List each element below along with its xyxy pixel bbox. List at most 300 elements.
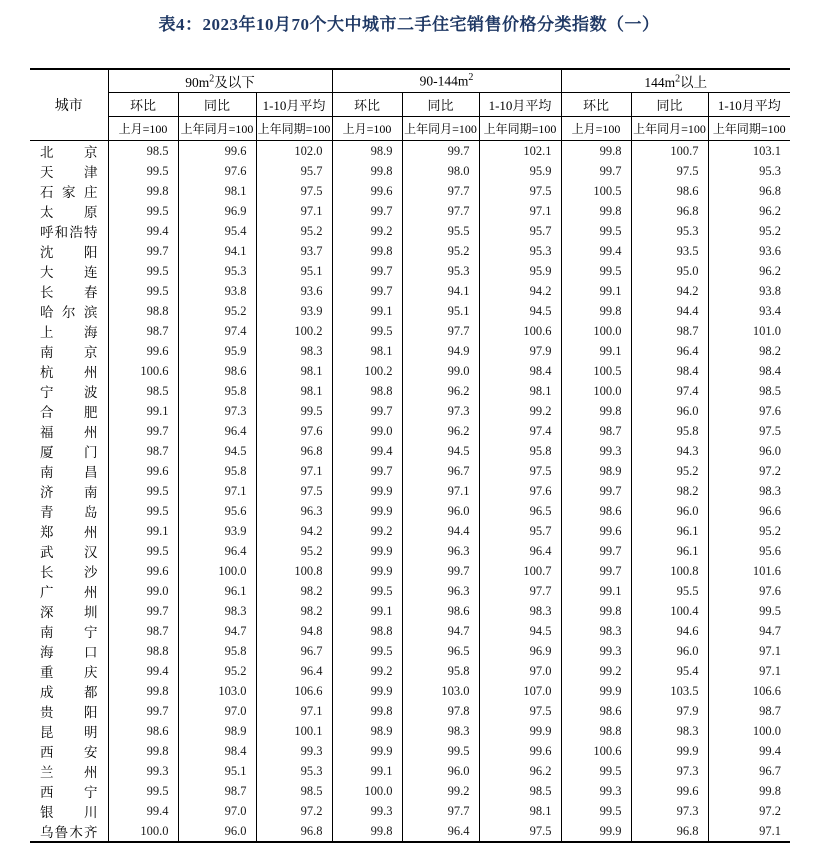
- value-cell: 98.3: [561, 621, 631, 641]
- value-cell: 97.1: [256, 461, 332, 481]
- value-cell: 97.9: [631, 701, 708, 721]
- value-cell: 99.1: [332, 761, 402, 781]
- value-cell: 99.4: [708, 741, 790, 761]
- value-cell: 100.7: [479, 561, 561, 581]
- city-name: 哈尔滨: [40, 305, 98, 320]
- value-cell: 94.5: [479, 621, 561, 641]
- city-name-cell: [30, 801, 108, 821]
- city-name: 福州: [40, 425, 98, 440]
- city-name: 深圳: [40, 605, 98, 620]
- value-cell: 99.4: [561, 241, 631, 261]
- city-name-cell: [30, 341, 108, 361]
- value-cell: 98.5: [108, 381, 178, 401]
- value-cell: 95.0: [631, 261, 708, 281]
- value-cell: 96.2: [708, 261, 790, 281]
- city-name-cell: [30, 601, 108, 621]
- value-cell: 94.7: [708, 621, 790, 641]
- value-cell: 99.6: [561, 521, 631, 541]
- value-cell: 95.8: [402, 661, 479, 681]
- table-row: [30, 441, 790, 461]
- value-cell: 95.3: [256, 761, 332, 781]
- value-cell: 98.4: [708, 361, 790, 381]
- measure-header: 1-10月平均: [708, 93, 790, 117]
- city-name-cell: [30, 321, 108, 341]
- value-cell: 93.8: [708, 281, 790, 301]
- city-name: 成都: [40, 685, 98, 700]
- value-cell: 96.3: [402, 581, 479, 601]
- value-cell: 95.6: [708, 541, 790, 561]
- value-cell: 95.2: [631, 461, 708, 481]
- table-row: [30, 201, 790, 221]
- city-name: 海口: [40, 645, 98, 660]
- value-cell: 94.1: [178, 241, 256, 261]
- value-cell: 99.9: [332, 561, 402, 581]
- value-cell: 99.2: [332, 661, 402, 681]
- value-cell: 93.6: [708, 241, 790, 261]
- value-cell: 99.7: [332, 261, 402, 281]
- value-cell: 99.8: [708, 781, 790, 801]
- value-cell: 99.9: [332, 741, 402, 761]
- table-row: [30, 801, 790, 821]
- value-cell: 106.6: [708, 681, 790, 701]
- value-cell: 99.8: [561, 601, 631, 621]
- value-cell: 96.1: [631, 541, 708, 561]
- value-cell: 99.6: [108, 461, 178, 481]
- value-cell: 99.2: [332, 221, 402, 241]
- table-row: [30, 321, 790, 341]
- value-cell: 99.1: [108, 521, 178, 541]
- value-cell: 97.6: [708, 581, 790, 601]
- value-cell: 99.8: [561, 401, 631, 421]
- value-cell: 99.4: [108, 661, 178, 681]
- value-cell: 100.5: [561, 181, 631, 201]
- value-cell: 99.9: [332, 541, 402, 561]
- value-cell: 96.4: [178, 541, 256, 561]
- group-label-suffix: 以上: [680, 75, 708, 90]
- value-cell: 98.0: [402, 161, 479, 181]
- value-cell: 97.0: [479, 661, 561, 681]
- measure-header: 环比: [332, 93, 402, 117]
- value-cell: 97.3: [178, 401, 256, 421]
- value-cell: 99.5: [108, 281, 178, 301]
- value-cell: 99.3: [256, 741, 332, 761]
- value-cell: 95.9: [178, 341, 256, 361]
- value-cell: 93.5: [631, 241, 708, 261]
- value-cell: 101.0: [708, 321, 790, 341]
- value-cell: 99.7: [402, 561, 479, 581]
- city-name-cell: [30, 761, 108, 781]
- table-row: [30, 421, 790, 441]
- base-period-header: 上年同月=100: [631, 117, 708, 141]
- value-cell: 99.8: [561, 141, 631, 162]
- value-cell: 99.8: [332, 701, 402, 721]
- table-row: [30, 701, 790, 721]
- value-cell: 95.7: [479, 221, 561, 241]
- value-cell: 96.8: [256, 821, 332, 842]
- value-cell: 95.4: [631, 661, 708, 681]
- value-cell: 98.1: [479, 801, 561, 821]
- group-label-superscript: 2: [468, 72, 474, 84]
- value-cell: 96.6: [708, 501, 790, 521]
- header-row-base: [30, 117, 790, 141]
- value-cell: 99.9: [332, 481, 402, 501]
- value-cell: 99.4: [332, 441, 402, 461]
- city-name: 合肥: [40, 405, 98, 420]
- base-period-header: 上年同期=100: [708, 117, 790, 141]
- value-cell: 99.9: [631, 741, 708, 761]
- value-cell: 101.6: [708, 561, 790, 581]
- city-name-cell: [30, 721, 108, 741]
- value-cell: 100.0: [708, 721, 790, 741]
- value-cell: 95.4: [178, 221, 256, 241]
- value-cell: 98.6: [402, 601, 479, 621]
- value-cell: 99.3: [561, 781, 631, 801]
- value-cell: 100.4: [631, 601, 708, 621]
- value-cell: 99.7: [108, 241, 178, 261]
- value-cell: 94.4: [402, 521, 479, 541]
- value-cell: 100.1: [256, 721, 332, 741]
- value-cell: 97.1: [708, 641, 790, 661]
- base-period-header: 上年同月=100: [402, 117, 479, 141]
- city-name: 宁波: [40, 385, 98, 400]
- value-cell: 98.6: [561, 701, 631, 721]
- table-row: [30, 381, 790, 401]
- value-cell: 93.4: [708, 301, 790, 321]
- value-cell: 99.7: [108, 421, 178, 441]
- value-cell: 95.7: [256, 161, 332, 181]
- table-row: [30, 461, 790, 481]
- value-cell: 100.5: [561, 361, 631, 381]
- value-cell: 96.0: [178, 821, 256, 842]
- value-cell: 99.7: [561, 561, 631, 581]
- value-cell: 98.1: [256, 361, 332, 381]
- value-cell: 99.1: [332, 301, 402, 321]
- city-column-header: 城市: [30, 69, 108, 141]
- value-cell: 94.7: [402, 621, 479, 641]
- table-row: [30, 261, 790, 281]
- value-cell: 95.8: [178, 461, 256, 481]
- value-cell: 98.4: [631, 361, 708, 381]
- value-cell: 99.5: [108, 781, 178, 801]
- value-cell: 98.7: [631, 321, 708, 341]
- value-cell: 96.1: [631, 521, 708, 541]
- value-cell: 96.0: [708, 441, 790, 461]
- value-cell: 98.5: [108, 141, 178, 162]
- value-cell: 99.5: [708, 601, 790, 621]
- city-name-cell: [30, 381, 108, 401]
- measure-header: 同比: [178, 93, 256, 117]
- city-name: 上海: [40, 325, 98, 340]
- value-cell: 95.8: [178, 641, 256, 661]
- table-row: [30, 521, 790, 541]
- value-cell: 96.3: [256, 501, 332, 521]
- value-cell: 97.3: [631, 801, 708, 821]
- value-cell: 96.0: [631, 401, 708, 421]
- city-name: 郑州: [40, 525, 98, 540]
- value-cell: 96.8: [708, 181, 790, 201]
- value-cell: 98.7: [108, 621, 178, 641]
- city-name-cell: [30, 301, 108, 321]
- value-cell: 99.5: [332, 321, 402, 341]
- table-body: [30, 141, 790, 843]
- value-cell: 96.1: [178, 581, 256, 601]
- city-name-cell: [30, 481, 108, 501]
- base-period-header: 上月=100: [108, 117, 178, 141]
- value-cell: 98.3: [402, 721, 479, 741]
- value-cell: 98.5: [479, 781, 561, 801]
- value-cell: 95.3: [479, 241, 561, 261]
- value-cell: 98.5: [708, 381, 790, 401]
- value-cell: 96.4: [631, 341, 708, 361]
- value-cell: 96.8: [631, 201, 708, 221]
- city-name: 西宁: [40, 785, 98, 800]
- group-label-prefix: 90-144m: [419, 73, 469, 89]
- value-cell: 99.6: [332, 181, 402, 201]
- value-cell: 98.6: [178, 361, 256, 381]
- group-label-superscript: 2: [209, 73, 215, 85]
- base-period-header: 上月=100: [561, 117, 631, 141]
- table-row: [30, 361, 790, 381]
- table-header: [30, 69, 790, 141]
- value-cell: 100.0: [561, 381, 631, 401]
- city-name-cell: [30, 581, 108, 601]
- value-cell: 98.9: [561, 461, 631, 481]
- value-cell: 98.1: [479, 381, 561, 401]
- value-cell: 99.5: [561, 221, 631, 241]
- table-row: [30, 221, 790, 241]
- value-cell: 98.6: [631, 181, 708, 201]
- value-cell: 99.7: [332, 461, 402, 481]
- value-cell: 99.9: [561, 821, 631, 842]
- value-cell: 98.8: [332, 381, 402, 401]
- value-cell: 97.7: [479, 581, 561, 601]
- value-cell: 100.2: [332, 361, 402, 381]
- value-cell: 96.7: [256, 641, 332, 661]
- value-cell: 98.6: [561, 501, 631, 521]
- value-cell: 96.2: [402, 421, 479, 441]
- table-row: [30, 681, 790, 701]
- table-row: [30, 561, 790, 581]
- value-cell: 97.5: [631, 161, 708, 181]
- value-cell: 99.2: [402, 781, 479, 801]
- value-cell: 93.7: [256, 241, 332, 261]
- value-cell: 95.6: [178, 501, 256, 521]
- measure-header: 1-10月平均: [256, 93, 332, 117]
- city-name: 厦门: [40, 445, 98, 460]
- city-name: 济南: [40, 485, 98, 500]
- header-row-groups: [30, 69, 790, 93]
- city-name: 乌鲁木齐: [40, 825, 98, 840]
- value-cell: 100.6: [479, 321, 561, 341]
- value-cell: 95.2: [178, 661, 256, 681]
- value-cell: 97.1: [479, 201, 561, 221]
- value-cell: 97.1: [178, 481, 256, 501]
- value-cell: 100.0: [108, 821, 178, 842]
- table-row: [30, 241, 790, 261]
- city-name-cell: [30, 501, 108, 521]
- value-cell: 97.9: [479, 341, 561, 361]
- value-cell: 99.5: [108, 501, 178, 521]
- city-name: 呼和浩特: [40, 225, 98, 240]
- table-row: [30, 141, 790, 162]
- value-cell: 98.2: [256, 601, 332, 621]
- value-cell: 99.5: [108, 481, 178, 501]
- value-cell: 96.0: [402, 501, 479, 521]
- city-name: 南宁: [40, 625, 98, 640]
- value-cell: 97.6: [178, 161, 256, 181]
- value-cell: 99.8: [108, 181, 178, 201]
- value-cell: 94.4: [631, 301, 708, 321]
- value-cell: 95.3: [402, 261, 479, 281]
- city-name-cell: [30, 141, 108, 162]
- value-cell: 99.7: [561, 161, 631, 181]
- value-cell: 100.6: [561, 741, 631, 761]
- value-cell: 98.7: [178, 781, 256, 801]
- value-cell: 96.5: [402, 641, 479, 661]
- value-cell: 100.6: [108, 361, 178, 381]
- city-name: 南京: [40, 345, 98, 360]
- table-row: [30, 641, 790, 661]
- value-cell: 99.2: [561, 661, 631, 681]
- value-cell: 94.2: [256, 521, 332, 541]
- value-cell: 94.5: [402, 441, 479, 461]
- value-cell: 98.2: [631, 481, 708, 501]
- city-name: 广州: [40, 585, 98, 600]
- table-row: [30, 621, 790, 641]
- value-cell: 97.1: [708, 661, 790, 681]
- value-cell: 99.0: [332, 421, 402, 441]
- value-cell: 95.8: [479, 441, 561, 461]
- value-cell: 99.3: [561, 441, 631, 461]
- value-cell: 97.0: [178, 801, 256, 821]
- value-cell: 98.3: [631, 721, 708, 741]
- city-name-cell: [30, 741, 108, 761]
- city-name: 大连: [40, 265, 98, 280]
- city-name-cell: [30, 361, 108, 381]
- value-cell: 103.1: [708, 141, 790, 162]
- value-cell: 96.0: [631, 641, 708, 661]
- city-name: 兰州: [40, 765, 98, 780]
- city-name-cell: [30, 421, 108, 441]
- city-name: 银川: [40, 805, 98, 820]
- measure-header: 同比: [631, 93, 708, 117]
- value-cell: 98.2: [256, 581, 332, 601]
- city-name-cell: [30, 621, 108, 641]
- value-cell: 97.6: [479, 481, 561, 501]
- value-cell: 96.4: [178, 421, 256, 441]
- value-cell: 99.4: [108, 801, 178, 821]
- value-cell: 103.0: [402, 681, 479, 701]
- value-cell: 98.5: [256, 781, 332, 801]
- city-name-cell: [30, 241, 108, 261]
- measure-header: 同比: [402, 93, 479, 117]
- value-cell: 95.2: [256, 221, 332, 241]
- value-cell: 106.6: [256, 681, 332, 701]
- value-cell: 99.5: [108, 161, 178, 181]
- value-cell: 97.2: [256, 801, 332, 821]
- value-cell: 99.1: [332, 601, 402, 621]
- value-cell: 97.2: [708, 461, 790, 481]
- value-cell: 103.5: [631, 681, 708, 701]
- value-cell: 96.0: [631, 501, 708, 521]
- city-name: 昆明: [40, 725, 98, 740]
- city-name: 长春: [40, 285, 98, 300]
- value-cell: 99.6: [479, 741, 561, 761]
- value-cell: 99.5: [256, 401, 332, 421]
- value-cell: 94.3: [631, 441, 708, 461]
- value-cell: 99.8: [332, 161, 402, 181]
- value-cell: 100.7: [631, 141, 708, 162]
- value-cell: 99.7: [332, 201, 402, 221]
- value-cell: 98.4: [178, 741, 256, 761]
- value-cell: 96.5: [479, 501, 561, 521]
- value-cell: 99.0: [108, 581, 178, 601]
- price-index-table: [30, 68, 790, 843]
- value-cell: 96.7: [708, 761, 790, 781]
- value-cell: 97.1: [708, 821, 790, 842]
- value-cell: 98.1: [178, 181, 256, 201]
- value-cell: 97.7: [402, 321, 479, 341]
- value-cell: 98.3: [256, 341, 332, 361]
- value-cell: 102.0: [256, 141, 332, 162]
- value-cell: 94.5: [479, 301, 561, 321]
- value-cell: 96.2: [708, 201, 790, 221]
- value-cell: 95.3: [708, 161, 790, 181]
- value-cell: 97.7: [402, 801, 479, 821]
- group-header-1: [332, 69, 561, 93]
- value-cell: 95.9: [479, 261, 561, 281]
- value-cell: 97.8: [402, 701, 479, 721]
- value-cell: 93.9: [256, 301, 332, 321]
- value-cell: 98.2: [708, 341, 790, 361]
- city-name: 沈阳: [40, 245, 98, 260]
- value-cell: 96.4: [402, 821, 479, 842]
- value-cell: 99.7: [332, 281, 402, 301]
- table-row: [30, 281, 790, 301]
- value-cell: 99.3: [108, 761, 178, 781]
- value-cell: 96.2: [402, 381, 479, 401]
- value-cell: 95.9: [479, 161, 561, 181]
- city-name: 长沙: [40, 565, 98, 580]
- value-cell: 93.6: [256, 281, 332, 301]
- value-cell: 95.2: [402, 241, 479, 261]
- value-cell: 99.2: [332, 521, 402, 541]
- city-name-cell: [30, 661, 108, 681]
- city-name: 太原: [40, 205, 98, 220]
- value-cell: 97.4: [479, 421, 561, 441]
- value-cell: 96.9: [479, 641, 561, 661]
- city-name-cell: [30, 521, 108, 541]
- group-label-prefix: 144m: [644, 75, 676, 90]
- city-name: 西安: [40, 745, 98, 760]
- value-cell: 99.8: [332, 821, 402, 842]
- city-name: 杭州: [40, 365, 98, 380]
- value-cell: 99.8: [561, 201, 631, 221]
- value-cell: 99.5: [402, 741, 479, 761]
- value-cell: 99.6: [108, 341, 178, 361]
- table-row: [30, 581, 790, 601]
- value-cell: 100.0: [178, 561, 256, 581]
- value-cell: 96.2: [479, 761, 561, 781]
- value-cell: 94.8: [256, 621, 332, 641]
- city-name-cell: [30, 221, 108, 241]
- value-cell: 95.1: [402, 301, 479, 321]
- value-cell: 93.8: [178, 281, 256, 301]
- value-cell: 95.2: [256, 541, 332, 561]
- value-cell: 97.5: [256, 481, 332, 501]
- value-cell: 99.8: [561, 301, 631, 321]
- value-cell: 94.5: [178, 441, 256, 461]
